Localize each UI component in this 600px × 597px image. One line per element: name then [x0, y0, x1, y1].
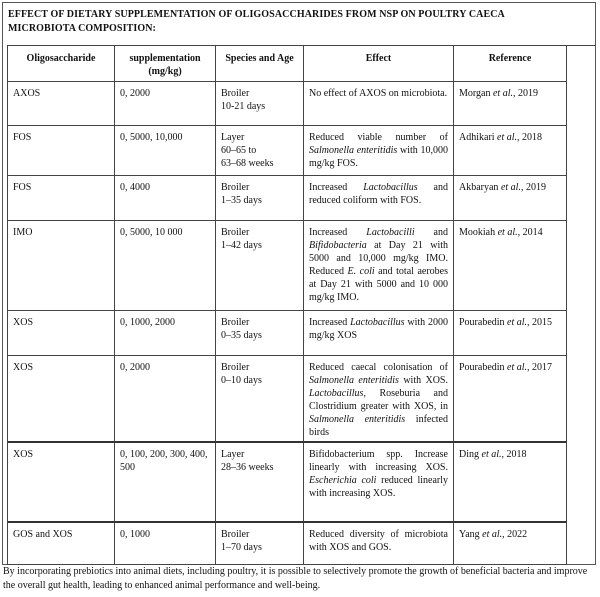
reference-text: , 2019 [512, 88, 538, 99]
reference-cell [454, 221, 567, 311]
reference-text: , 2018 [501, 449, 527, 460]
species-age-line: 1–70 days [221, 542, 262, 553]
oligosaccharide-cell: GOS and XOS [8, 523, 115, 565]
footer-paragraph: By incorporating prebiotics into animal diets, including poultry, it is possible to selectively promote the growth of beneficial bacteria and improve the overall gut health, leading to enhanced animal performance and well-being. [3, 566, 588, 591]
species-age-cell [216, 523, 304, 565]
reference-text: , 2019 [520, 182, 546, 193]
reference-text: et al. [481, 449, 502, 460]
species-age-cell [216, 176, 304, 221]
supplementation-cell: 0, 4000 [115, 176, 216, 221]
species-age-line: 10-21 days [221, 101, 266, 112]
reference-text: Akbaryan [459, 182, 501, 193]
reference-text: Morgan [459, 88, 493, 99]
species-age-line: 1–42 days [221, 240, 262, 251]
effect-cell [304, 356, 454, 443]
species-age-cell [216, 311, 304, 356]
reference-text: , 2014 [517, 227, 543, 238]
effect-cell [304, 443, 454, 523]
supplementation-cell: 0, 1000, 2000 [115, 311, 216, 356]
effect-text: reduced linearly with increasing XOS. [309, 475, 449, 499]
effect-text: Salmonella enteritidis [309, 375, 399, 386]
species-age-line: 63–68 weeks [221, 158, 274, 169]
effect-text: Lactobacillus [309, 388, 364, 399]
effect-text: and reduced coliform with FOS. [309, 182, 448, 206]
reference-cell [454, 523, 567, 565]
effect-text: with 2000 mg/kg XOS [309, 317, 448, 341]
reference-text: , 2017 [527, 362, 553, 373]
species-age-cell [216, 443, 304, 523]
species-age-cell [216, 126, 304, 176]
effect-cell [304, 126, 454, 176]
effect-text: Escherichia coli [309, 475, 377, 486]
effect-text: Reduced viable number of [309, 132, 448, 143]
effect-text: E. [347, 266, 357, 277]
effect-text: and [414, 227, 448, 238]
oligosaccharide-cell: XOS [8, 356, 115, 443]
reference-text: Pourabedin [459, 362, 508, 373]
reference-text: Yang [459, 529, 483, 540]
effect-text: at Day 21 with 5000 and 10,000 mg/kg IMO. Reduced [309, 240, 448, 277]
species-age-line: Broiler [221, 529, 250, 540]
reference-text: Mookiah [459, 227, 498, 238]
species-age-line: 1–35 days [221, 195, 262, 206]
reference-text: et al. [507, 317, 528, 328]
supplementation-cell: 0, 5000, 10 000 [115, 221, 216, 311]
supplementation-cell: 0, 2000 [115, 82, 216, 126]
species-age-line: 0–10 days [221, 375, 262, 386]
species-age-line: 0–35 days [221, 330, 262, 341]
effect-text: Lactobacillus [363, 182, 418, 193]
reference-text: , 2015 [527, 317, 553, 328]
species-age-line: Layer [221, 449, 245, 460]
species-age-line: Broiler [221, 227, 250, 238]
reference-text: , 2022 [502, 529, 528, 540]
effect-cell [304, 176, 454, 221]
species-age-line: Broiler [221, 317, 250, 328]
effect-cell [304, 221, 454, 311]
reference-text: et al. [492, 88, 513, 99]
reference-text: , 2018 [517, 132, 543, 143]
effect-text: infected birds [309, 414, 448, 438]
reference-text: et al. [500, 182, 521, 193]
species-age-line: 60–65 to [221, 145, 257, 156]
effect-text: Lactobacillus [350, 317, 405, 328]
effect-text: Bifidobacterium spp. Increase linearly with increasing XOS. [309, 449, 448, 473]
oligosaccharide-cell: FOS [8, 176, 115, 221]
oligosaccharide-cell: FOS [8, 126, 115, 176]
species-age-line: Broiler [221, 182, 250, 193]
effect-text: , Roseburia and Clostridium greater with XOS, in [309, 388, 448, 412]
reference-text: Ding [459, 449, 482, 460]
supplementation-cell: 0, 2000 [115, 356, 216, 443]
species-age-cell [216, 82, 304, 126]
effect-text: with 10,000 mg/kg FOS. [309, 145, 449, 169]
effect-text: Increased [309, 182, 364, 193]
reference-cell [454, 126, 567, 176]
effect-text: Bifidobacteria [309, 240, 367, 251]
data-table [7, 45, 595, 565]
oligosaccharide-cell: XOS [8, 443, 115, 523]
effect-text: Reduced diversity of microbiota with XOS and GOS. [309, 529, 448, 553]
species-age-cell [216, 221, 304, 311]
reference-text: et al. [507, 362, 528, 373]
reference-cell [454, 176, 567, 221]
reference-text: et al. [497, 132, 518, 143]
effect-text: Salmonella enteritidis [309, 145, 398, 156]
species-age-line: Broiler [221, 88, 250, 99]
effect-text: No effect of AXOS on microbiota. [309, 88, 448, 99]
header-effect: Effect [304, 46, 454, 82]
reference-cell [454, 82, 567, 126]
effect-text: Reduced caecal colonisation of [309, 362, 448, 373]
effect-text: Lactobacilli [366, 227, 415, 238]
effect-cell [304, 311, 454, 356]
effect-text: with XOS. [398, 375, 448, 386]
effect-text: Increased [309, 227, 367, 238]
reference-text: et al. [482, 529, 503, 540]
supplementation-cell: 0, 100, 200, 300, 400, 500 [115, 443, 216, 523]
reference-text: Adhikari [459, 132, 498, 143]
effect-text: Increased [309, 317, 351, 328]
reference-text: et al. [497, 227, 518, 238]
header-oligosaccharide: Oligosaccharide [8, 46, 115, 82]
supplementation-cell: 0, 5000, 10,000 [115, 126, 216, 176]
species-age-line: Broiler [221, 362, 250, 373]
oligosaccharide-cell: XOS [8, 311, 115, 356]
effect-cell [304, 523, 454, 565]
table-title: EFFECT OF DIETARY SUPPLEMENTATION OF OLIGOSACCHARIDES FROM NSP ON POULTRY CAECA MICROBIOTA COMPOSITION: [8, 9, 505, 34]
reference-text: Pourabedin [459, 317, 508, 328]
reference-cell [454, 443, 567, 523]
effect-text: coli [359, 266, 375, 277]
effect-text: and total aerobes at Day 21 with 5000 and 10 000 mg/kg IMO. [309, 266, 448, 303]
effect-text: Salmonella enteritidis [309, 414, 406, 425]
reference-cell [454, 311, 567, 356]
reference-cell [454, 356, 567, 443]
species-age-line: Layer [221, 132, 245, 143]
oligosaccharide-cell: AXOS [8, 82, 115, 126]
header-reference: Reference [454, 46, 567, 82]
oligosaccharide-cell: IMO [8, 221, 115, 311]
effect-cell [304, 82, 454, 126]
species-age-cell [216, 356, 304, 443]
species-age-line: 28–36 weeks [221, 462, 274, 473]
supplementation-cell: 0, 1000 [115, 523, 216, 565]
header-species-age: Species and Age [216, 46, 304, 82]
header-supplementation: supplementation (mg/kg) [115, 46, 216, 82]
